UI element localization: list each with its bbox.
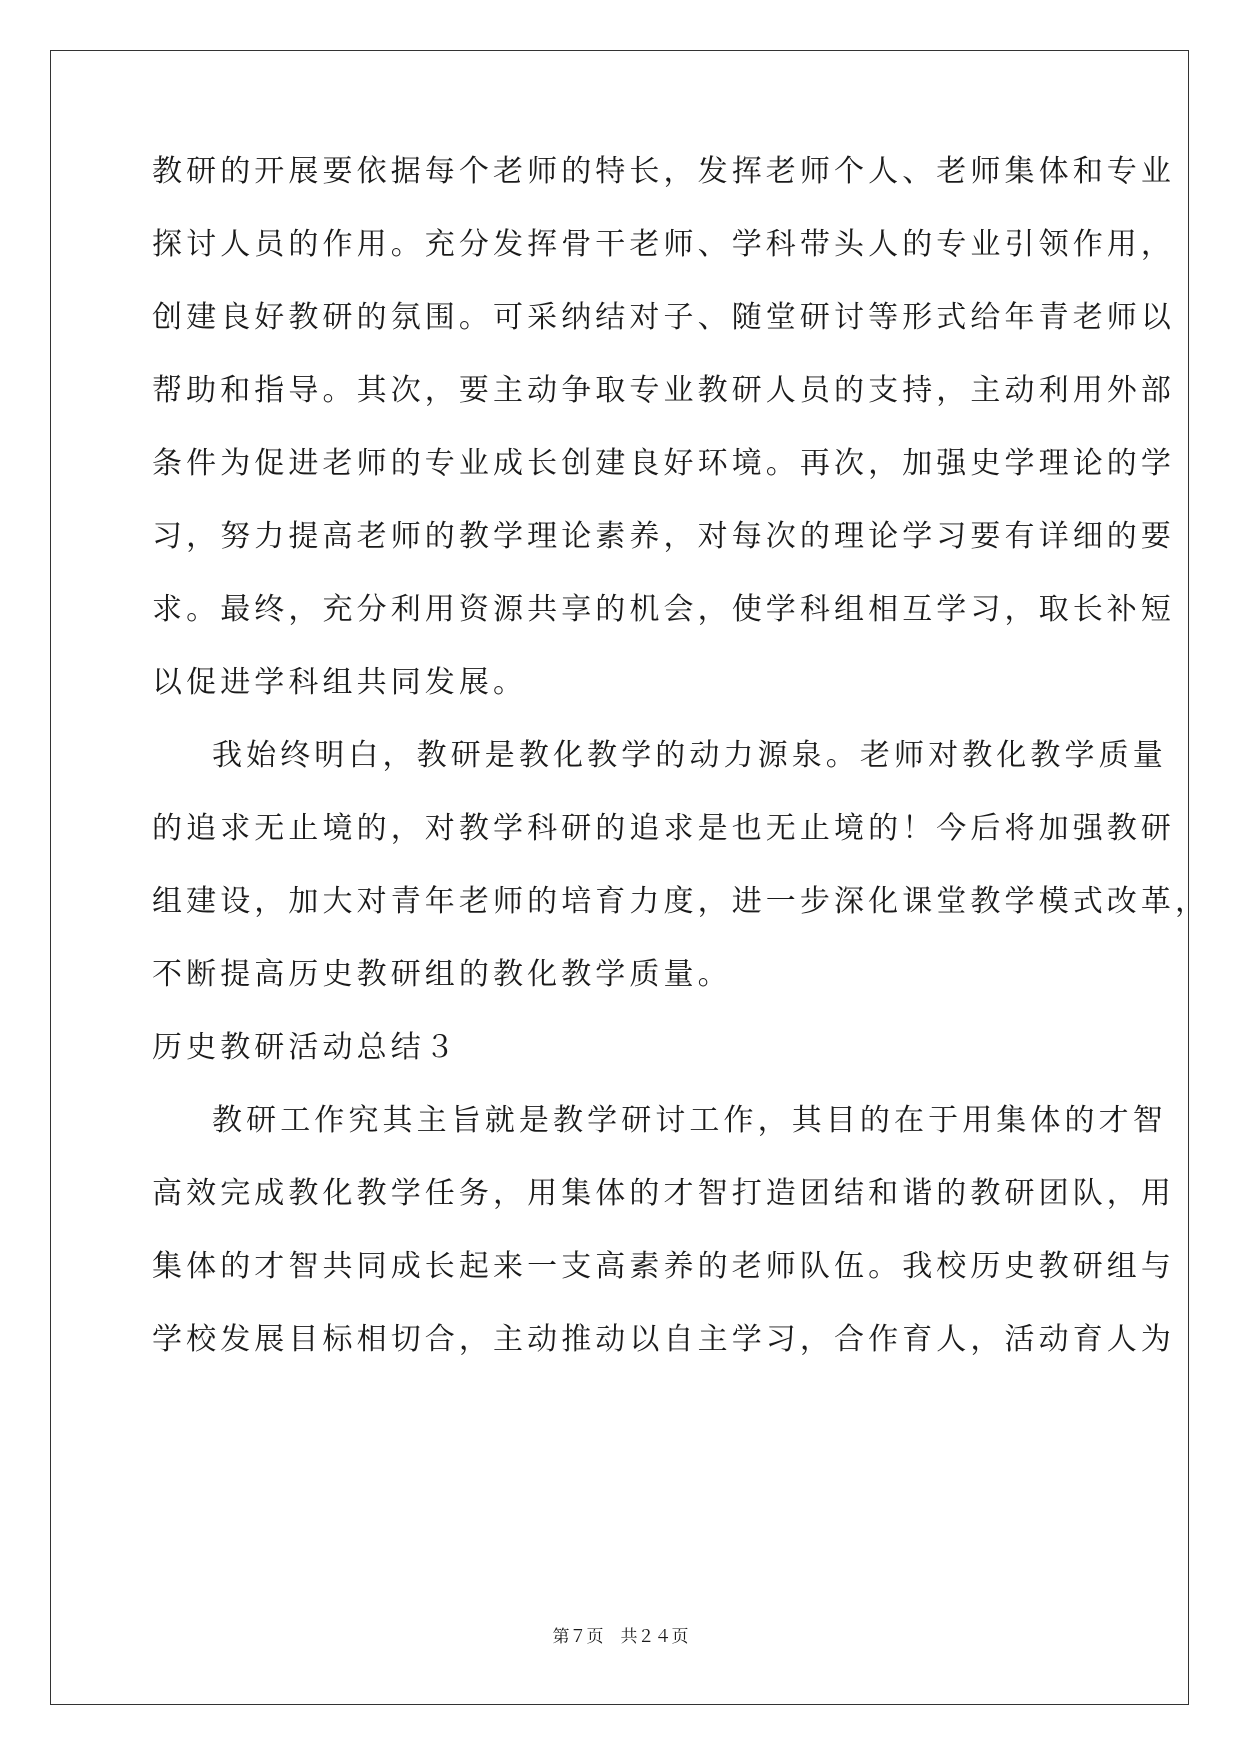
text-line: 探讨人员的作用。充分发挥骨干老师、学科带头人的专业引领作用， <box>152 227 1175 262</box>
section-heading: 历史教研活动总结３ <box>152 1030 459 1065</box>
text-line: 教研的开展要依据每个老师的特长，发挥老师个人、老师集体和专业 <box>152 154 1175 189</box>
paragraph-first-line: 教研工作究其主旨就是教学研讨工作，其目的在于用集体的才智 <box>212 1103 1167 1138</box>
text-line: 学校发展目标相切合，主动推动以自主学习，合作育人，活动育人为 <box>152 1322 1175 1357</box>
text-line: 集体的才智共同成长起来一支高素养的老师队伍。我校历史教研组与 <box>152 1249 1175 1284</box>
paragraph-first-line: 我始终明白，教研是教化教学的动力源泉。老师对教化教学质量 <box>212 738 1167 773</box>
text-line: 创建良好教研的氛围。可采纳结对子、随堂研讨等形式给年青老师以 <box>152 300 1175 335</box>
text-line: 不断提高历史教研组的教化教学质量。 <box>152 957 732 992</box>
text-line: 帮助和指导。其次，要主动争取专业教研人员的支持，主动利用外部 <box>152 373 1175 408</box>
page-number-footer: 第７页 共２４页 <box>552 1627 689 1647</box>
text-line: 习，努力提高老师的教学理论素养，对每次的理论学习要有详细的要 <box>152 519 1175 554</box>
text-line: 高效完成教化教学任务，用集体的才智打造团结和谐的教研团队，用 <box>152 1176 1175 1211</box>
text-line: 的追求无止境的，对教学科研的追求是也无止境的！今后将加强教研 <box>152 811 1175 846</box>
text-line: 求。最终，充分利用资源共享的机会，使学科组相互学习，取长补短 <box>152 592 1175 627</box>
text-line: 以促进学科组共同发展。 <box>152 665 528 700</box>
text-line: 条件为促进老师的专业成长创建良好环境。再次，加强史学理论的学 <box>152 446 1175 481</box>
text-line: 组建设，加大对青年老师的培育力度，进一步深化课堂教学模式改革， <box>152 884 1210 919</box>
